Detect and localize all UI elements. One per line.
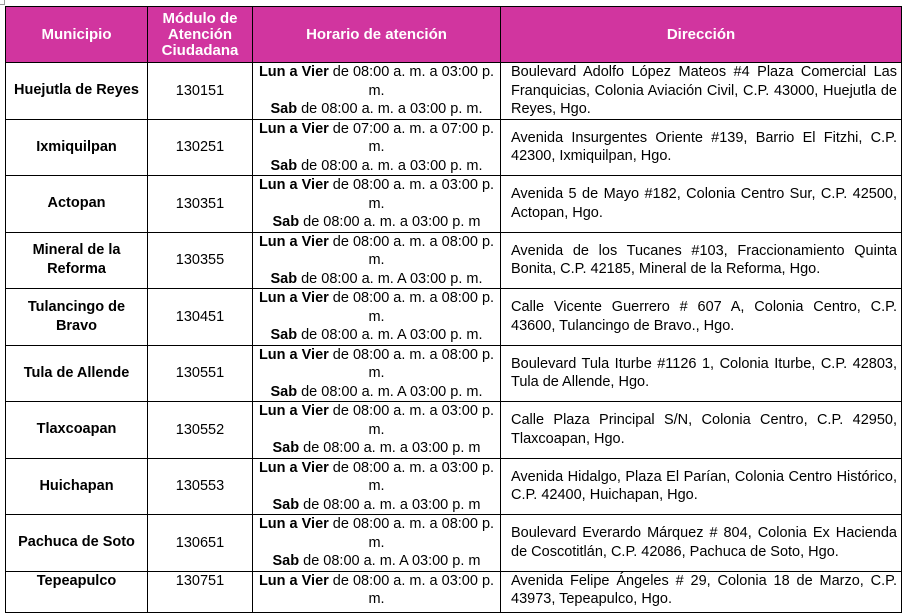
weekday-time: de 08:00 a. m. a 08:00 p. m.	[328, 233, 495, 268]
saturday-label: Sab	[270, 270, 298, 287]
table-row	[6, 345, 902, 402]
weekday-hours	[255, 63, 498, 100]
weekday-time: de 08:00 a. m. a 08:00 p. m.	[328, 290, 495, 325]
modulo-cell: 130251	[148, 119, 253, 176]
weekday-time: de 08:00 a. m. a 03:00 p. m.	[328, 403, 495, 438]
modulo-cell: 130451	[148, 289, 253, 346]
weekday-hours	[255, 459, 498, 496]
cell-corner-marker	[0, 0, 5, 5]
saturday-label: Sab	[270, 101, 298, 117]
weekday-label: Lun a Vier	[258, 233, 329, 250]
horario-cell	[253, 571, 501, 612]
saturday-label: Sab	[272, 214, 300, 230]
weekday-hours	[255, 120, 498, 157]
saturday-hours	[255, 326, 498, 345]
saturday-time: de 08:00 a. m. A 03:00 p. m.	[297, 327, 483, 343]
saturday-label: Sab	[270, 383, 298, 400]
saturday-time: de 08:00 a. m. a 03:00 p. m.	[297, 157, 483, 174]
modulo-cell: 130351	[148, 176, 253, 233]
saturday-label: Sab	[270, 327, 298, 343]
modulo-cell: 130553	[148, 458, 253, 515]
saturday-hours	[255, 383, 498, 402]
saturday-hours	[255, 552, 498, 571]
saturday-time: de 08:00 a. m. A 03:00 p. m	[299, 553, 481, 569]
municipio-cell: Huejutla de Reyes	[6, 63, 148, 120]
weekday-time: de 08:00 a. m. a 03:00 p. m.	[328, 572, 495, 607]
weekday-label: Lun a Vier	[258, 516, 329, 532]
saturday-hours	[255, 439, 498, 458]
table-row	[6, 63, 902, 120]
municipio-cell: Tlaxcoapan	[6, 402, 148, 459]
horario-cell	[253, 63, 501, 120]
table-row	[6, 402, 902, 459]
direccion-cell: Boulevard Everardo Márquez # 804, Colonia Ex Hacienda de Coscotitlán, C.P. 42086, Pachuca de Soto, Hgo.	[501, 515, 902, 572]
saturday-time: de 08:00 a. m. a 03:00 p. m	[299, 496, 481, 513]
weekday-time: de 08:00 a. m. a 03:00 p. m.	[328, 177, 495, 212]
direccion-cell: Avenida Hidalgo, Plaza El Parían, Colonia Centro Histórico, C.P. 42400, Huichapan, Hgo.	[501, 458, 902, 515]
direccion-cell: Avenida Felipe Ángeles # 29, Colonia 18 de Marzo, C.P. 43973, Tepeapulco, Hgo.	[501, 571, 902, 612]
horario-cell	[253, 232, 501, 289]
horario-cell	[253, 176, 501, 233]
municipio-cell: Ixmiquilpan	[6, 119, 148, 176]
table-header-row	[6, 7, 902, 63]
horario-cell	[253, 402, 501, 459]
weekday-label: Lun a Vier	[258, 572, 329, 589]
weekday-label: Lun a Vier	[258, 346, 329, 363]
header-municipio: Municipio	[6, 7, 148, 63]
saturday-time: de 08:00 a. m. A 03:00 p. m.	[297, 270, 483, 287]
saturday-label: Sab	[272, 496, 300, 513]
saturday-time: de 08:00 a. m. a 03:00 p. m.	[297, 101, 483, 117]
horario-cell	[253, 289, 501, 346]
municipio-cell: Tulancingo de Bravo	[6, 289, 148, 346]
weekday-time: de 08:00 a. m. a 08:00 p. m.	[328, 516, 495, 551]
weekday-time: de 07:00 a. m. a 07:00 p. m.	[328, 120, 495, 155]
weekday-label: Lun a Vier	[258, 120, 329, 137]
direccion-cell: Calle Vicente Guerrero # 607 A, Colonia Centro, C.P. 43600, Tulancingo de Bravo., Hgo.	[501, 289, 902, 346]
modulo-cell: 130355	[148, 232, 253, 289]
table-row	[6, 232, 902, 289]
modulo-cell: 130551	[148, 345, 253, 402]
weekday-label: Lun a Vier	[258, 290, 329, 306]
horario-cell	[253, 458, 501, 515]
table-row	[6, 289, 902, 346]
weekday-label: Lun a Vier	[258, 177, 329, 193]
weekday-hours	[255, 572, 498, 609]
saturday-hours	[255, 270, 498, 289]
municipio-cell: Actopan	[6, 176, 148, 233]
municipio-cell: Pachuca de Soto	[6, 515, 148, 572]
direccion-cell: Avenida de los Tucanes #103, Fraccionamiento Quinta Bonita, C.P. 42185, Mineral de la Reforma, Hgo.	[501, 232, 902, 289]
header-horario: Horario de atención	[253, 7, 501, 63]
municipio-cell: Huichapan	[6, 458, 148, 515]
weekday-time: de 08:00 a. m. a 03:00 p. m.	[328, 459, 495, 494]
horario-cell	[253, 119, 501, 176]
weekday-time: de 08:00 a. m. a 08:00 p. m.	[328, 346, 495, 381]
weekday-hours	[255, 402, 498, 439]
direccion-cell: Boulevard Tula Iturbe #1126 1, Colonia Iturbe, C.P. 42803, Tula de Allende, Hgo.	[501, 345, 902, 402]
weekday-label: Lun a Vier	[258, 403, 329, 419]
saturday-hours	[255, 157, 498, 176]
horario-cell	[253, 515, 501, 572]
modulos-table	[5, 6, 902, 613]
weekday-label: Lun a Vier	[258, 64, 329, 80]
table-body	[6, 63, 902, 613]
header-modulo: Módulo de Atención Ciudadana	[148, 7, 253, 63]
direccion-cell: Boulevard Adolfo López Mateos #4 Plaza Comercial Las Franquicias, Colonia Aviación Civil, C.P. 43000, Huejutla de Reyes, Hgo.	[501, 63, 902, 120]
modulo-cell: 130651	[148, 515, 253, 572]
direccion-cell: Avenida 5 de Mayo #182, Colonia Centro Sur, C.P. 42500, Actopan, Hgo.	[501, 176, 902, 233]
table-row	[6, 176, 902, 233]
weekday-hours	[255, 515, 498, 552]
saturday-time: de 08:00 a. m. a 03:00 p. m	[299, 214, 481, 230]
municipio-cell: Tula de Allende	[6, 345, 148, 402]
table-row	[6, 571, 902, 612]
weekday-hours	[255, 176, 498, 213]
saturday-label: Sab	[272, 440, 300, 456]
saturday-hours	[255, 100, 498, 119]
weekday-hours	[255, 233, 498, 270]
weekday-label: Lun a Vier	[258, 459, 329, 476]
table-row	[6, 515, 902, 572]
saturday-hours	[255, 213, 498, 232]
saturday-hours	[255, 496, 498, 515]
modulo-cell: 130552	[148, 402, 253, 459]
header-direccion: Dirección	[501, 7, 902, 63]
weekday-time: de 08:00 a. m. a 03:00 p. m.	[328, 64, 495, 99]
municipio-cell: Tepeapulco	[6, 571, 148, 612]
direccion-cell: Calle Plaza Principal S/N, Colonia Centro, C.P. 42950, Tlaxcoapan, Hgo.	[501, 402, 902, 459]
table-row	[6, 458, 902, 515]
horario-cell	[253, 345, 501, 402]
municipio-cell: Mineral de la Reforma	[6, 232, 148, 289]
saturday-label: Sab	[272, 553, 300, 569]
modulo-cell: 130151	[148, 63, 253, 120]
table-row	[6, 119, 902, 176]
weekday-hours	[255, 346, 498, 383]
saturday-label: Sab	[270, 157, 298, 174]
modulo-cell: 130751	[148, 571, 253, 612]
direccion-cell: Avenida Insurgentes Oriente #139, Barrio El Fitzhi, C.P. 42300, Ixmiquilpan, Hgo.	[501, 119, 902, 176]
saturday-time: de 08:00 a. m. a 03:00 p. m	[299, 440, 481, 456]
saturday-time: de 08:00 a. m. A 03:00 p. m.	[297, 383, 483, 400]
weekday-hours	[255, 289, 498, 326]
